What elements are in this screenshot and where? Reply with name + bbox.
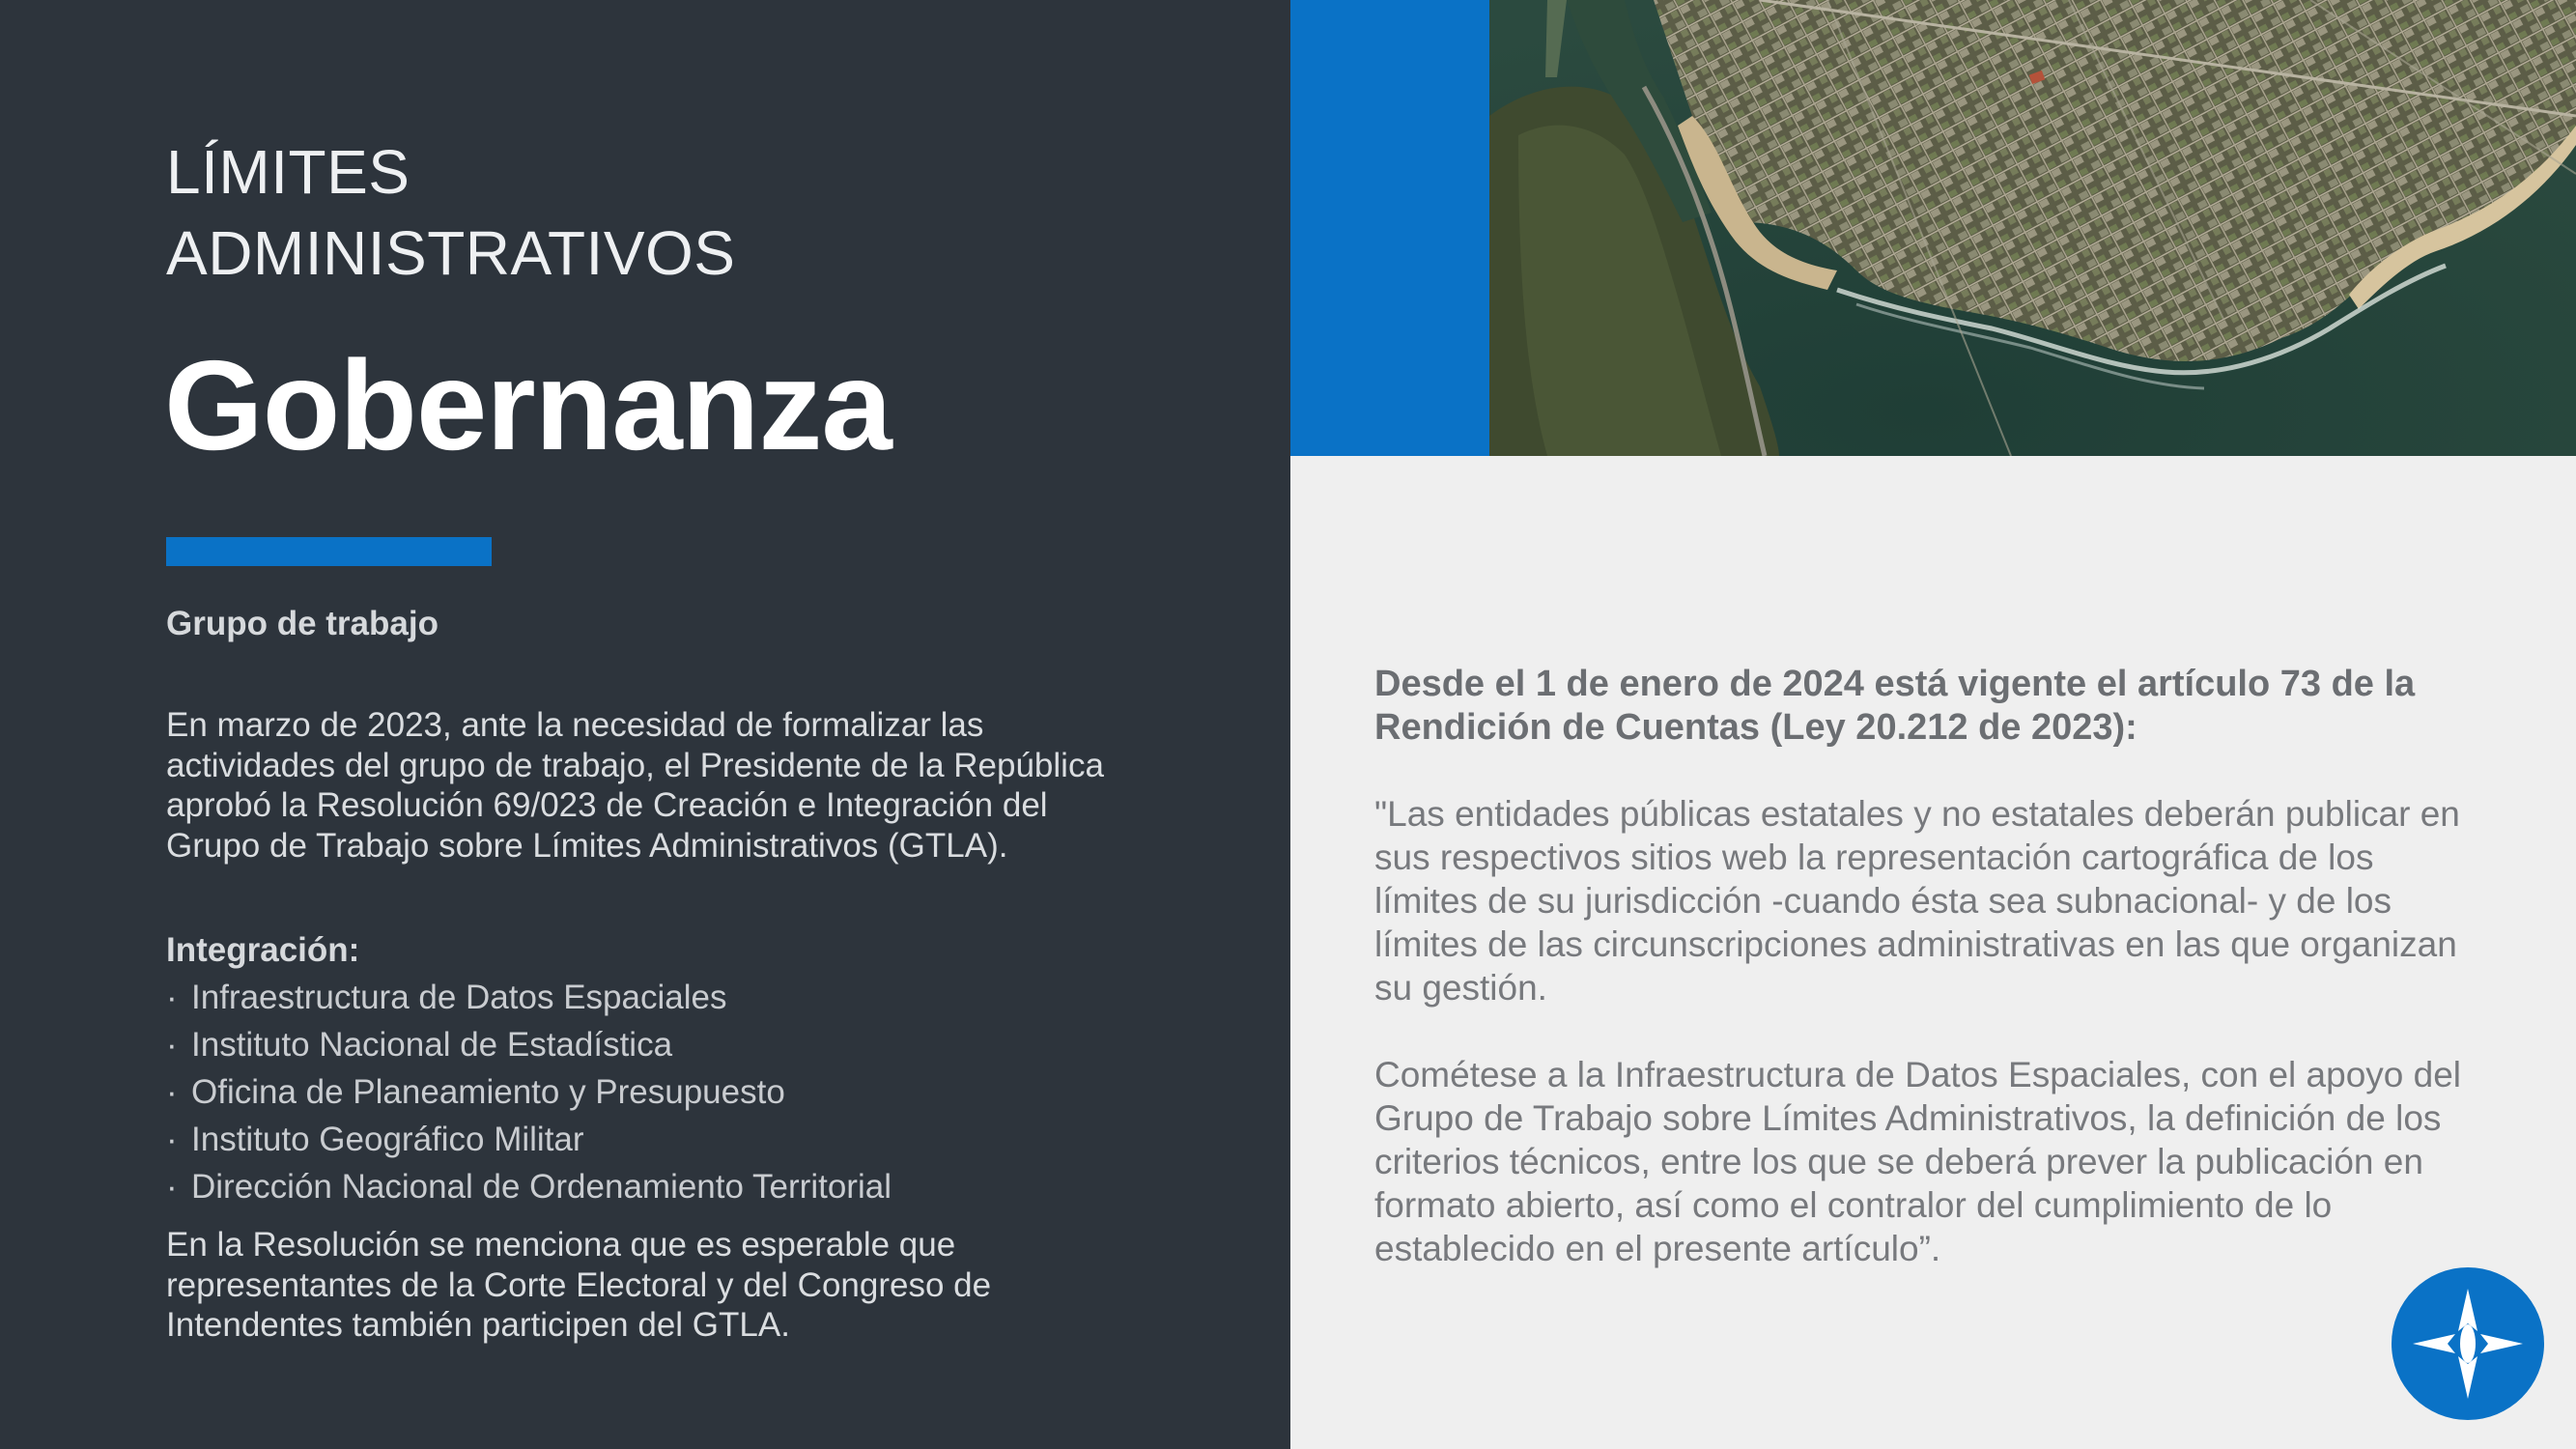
kicker-line-2: ADMINISTRATIVOS xyxy=(166,218,736,288)
right-panel xyxy=(1290,0,2576,1449)
list-item: · Dirección Nacional de Ordenamiento Territorial xyxy=(166,1163,1132,1210)
quote-paragraph-2: Cométese a la Infraestructura de Datos Espaciales, con el apoyo del Grupo de Trabajo sobre Límites Administrativos, la definición de los criterios técnicos, entre los que se deberá prever la publicación en formato abierto, así como el contralor del cumplimiento de lo establecido en el presente artículo”. xyxy=(1374,1055,2462,1268)
aerial-coast-image xyxy=(1489,0,2576,456)
compass-logo-icon xyxy=(2392,1267,2544,1420)
subtitle: Grupo de trabajo xyxy=(166,605,439,642)
kicker-line-1: LÍMITES xyxy=(166,137,410,207)
accent-bar xyxy=(166,537,492,566)
law-quote xyxy=(1374,792,2485,1314)
quote-paragraph-1: "Las entidades públicas estatales y no estatales deberán publicar en sus respectivos sitios web la representación cartográfica de los límites de su jurisdicción -cuando ésta sea subnacional- y de los límites de las circunscripciones administrativas en las que organizan su gestión. xyxy=(1374,794,2460,1008)
integration-list xyxy=(166,974,1132,1210)
accent-block xyxy=(1290,0,1489,456)
list-item: · Instituto Geográfico Militar xyxy=(166,1116,1132,1163)
list-item: · Oficina de Planeamiento y Presupuesto xyxy=(166,1068,1132,1116)
closing-paragraph: En la Resolución se menciona que es esperable que representantes de la Corte Electoral y del Congreso de Intendentes también participen del GTLA. xyxy=(166,1226,992,1344)
intro-paragraph: En marzo de 2023, ante la necesidad de formalizar las actividades del grupo de trabajo, el Presidente de la República aprobó la Resolución 69/023 de Creación e Integración del Grupo de Trabajo sobre Límites Administrativos (GTLA). xyxy=(166,706,1104,865)
law-heading: Desde el 1 de enero de 2024 está vigente el artículo 73 de la Rendición de Cuentas (Ley 20.212 de 2023): xyxy=(1374,664,2416,748)
section-kicker xyxy=(166,131,735,294)
aerial-photo xyxy=(1489,0,2576,456)
list-item: · Infraestructura de Datos Espaciales xyxy=(166,974,1132,1021)
page-title: Gobernanza xyxy=(164,334,892,476)
list-item: · Instituto Nacional de Estadística xyxy=(166,1021,1132,1068)
integration-heading: Integración: xyxy=(166,931,360,969)
